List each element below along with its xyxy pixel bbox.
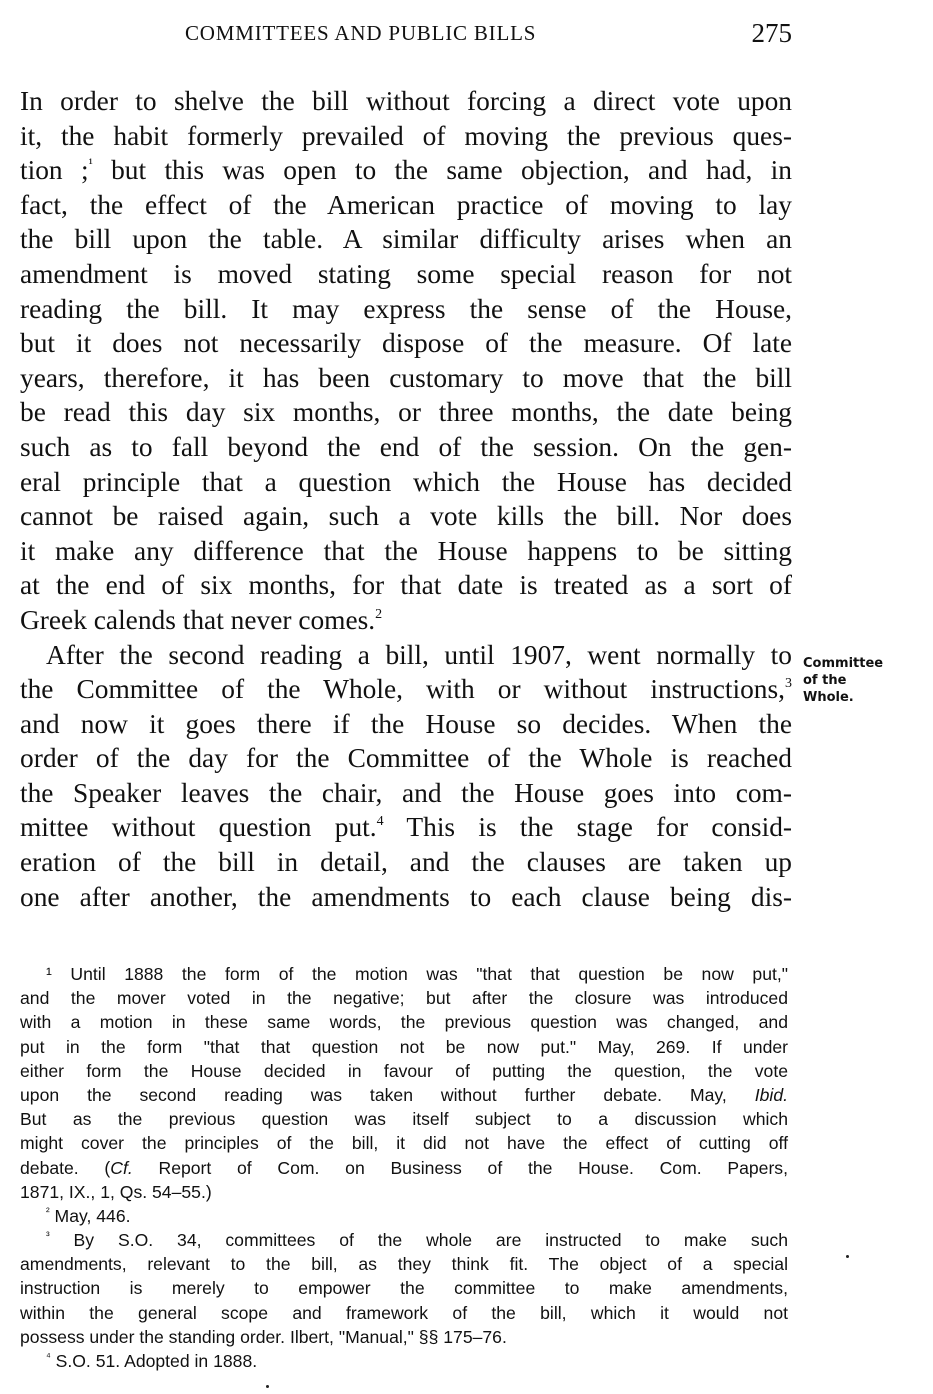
margin-note-line: of the <box>803 673 847 688</box>
footnote-line: either form the House decided in favour of putting the question, the vote <box>20 1060 788 1081</box>
footnote-line: $^{^2}$ May, 446. <box>46 1205 131 1226</box>
text-line: it make any difference that the House happens to be sitting <box>20 535 792 566</box>
text-line: eral principle that a question which the House has decided <box>20 466 792 497</box>
footnote-line: ¹ Until 1888 the form of the motion was "that that question be now put," <box>46 964 788 984</box>
main-text <box>20 84 792 914</box>
text-line: at the end of six months, for that date is treated as a sort of <box>20 570 792 601</box>
text-line: the bill upon the table. A similar difficulty arises when an <box>20 224 792 255</box>
text-line: one after another, the amendments to each clause being dis- <box>20 881 792 912</box>
text-line: years, therefore, it has been customary to move that the bill <box>20 362 792 393</box>
text-line: be read this day six months, or three months, the date being <box>20 397 792 428</box>
text-line: reading the bill. It may express the sense of the House, <box>20 293 792 324</box>
footnote-ref: 3 <box>785 676 792 692</box>
footnote-line: amendments, relevant to the bill, as they think fit. The object of a special <box>20 1254 788 1275</box>
footnote-line: possess under the standing order. Ilbert, "Manual," §§ 175–76. <box>20 1326 507 1347</box>
text-line: fact, the effect of the American practice of moving to lay <box>20 189 792 220</box>
scan-speck <box>846 1255 849 1258</box>
footnote-line: $^{^3}$ By S.O. 34, committees of the whole are instructed to make such <box>46 1230 788 1251</box>
footnote-line: $^{^4}$ S.O. 51. Adopted in 1888. <box>46 1351 258 1371</box>
footnotes <box>20 962 788 1373</box>
text-line: the Committee of the Whole, with or without instructions,$^3$ <box>20 674 792 705</box>
footnote-line: debate. (Cf. Report of Com. on Business of the House. Com. Papers, <box>20 1157 788 1178</box>
text-line: the Speaker leaves the chair, and the House goes into com- <box>20 777 792 808</box>
footnote-ref: 2 <box>375 606 383 622</box>
footnote-line: put in the form "that that question not be now put." May, 269. If under <box>20 1036 788 1057</box>
margin-note-line: Committee <box>803 656 884 671</box>
text-line: Greek calends that never comes.$^2$ <box>20 604 383 635</box>
running-head: COMMITTEES AND PUBLIC BILLS <box>185 21 537 45</box>
margin-note <box>803 655 918 706</box>
text-line: amendment is moved stating some special reason for not <box>20 258 792 289</box>
scan-speck <box>266 1385 269 1388</box>
footnote-line: within the general scope and framework of the bill, which it would not <box>20 1302 788 1323</box>
text-line: In order to shelve the bill without forcing a direct vote upon <box>20 86 792 116</box>
footnote-ref: 4 <box>376 814 384 830</box>
footnote-line: 1871, IX., 1, Qs. 54–55.) <box>20 1181 212 1202</box>
text-line: After the second reading a bill, until 1907, went normally to <box>46 639 792 670</box>
footnote-line: with a motion in these same words, the previous question was changed, and <box>20 1012 788 1033</box>
footnote-line: But as the previous question was itself subject to a discussion which <box>20 1109 788 1130</box>
margin-note-line: Whole. <box>803 690 854 705</box>
page-number: 275 <box>751 18 792 48</box>
footnote-line: instruction is merely to empower the committee to make amendments, <box>20 1278 788 1299</box>
text-line: it, the habit formerly prevailed of moving the previous ques- <box>20 120 792 151</box>
text-line: cannot be raised again, such a vote kills the bill. Nor does <box>20 501 792 532</box>
footnote-line: upon the second reading was taken without further debate. May, Ibid. <box>20 1084 788 1105</box>
footnote-ref: ¹ <box>88 157 93 173</box>
text-line: mittee without question put.$^4$ This is the stage for consid- <box>20 812 793 843</box>
footnote-line: might cover the principles of the bill, it did not have the effect of cutting off <box>20 1133 788 1154</box>
text-line: but it does not necessarily dispose of the measure. Of late <box>20 328 792 359</box>
text-line: order of the day for the Committee of the Whole is reached <box>20 743 792 774</box>
text-line: and now it goes there if the House so decides. When the <box>20 708 792 739</box>
text-line: eration of the bill in detail, and the clauses are taken up <box>20 847 792 878</box>
page-header <box>20 18 792 52</box>
footnote-line: and the mover voted in the negative; but after the closure was introduced <box>20 988 788 1009</box>
text-line: tion ;$^{^1}$ but this was open to the same objection, and had, in <box>20 155 792 186</box>
text-line: such as to fall beyond the end of the session. On the gen- <box>20 431 792 462</box>
